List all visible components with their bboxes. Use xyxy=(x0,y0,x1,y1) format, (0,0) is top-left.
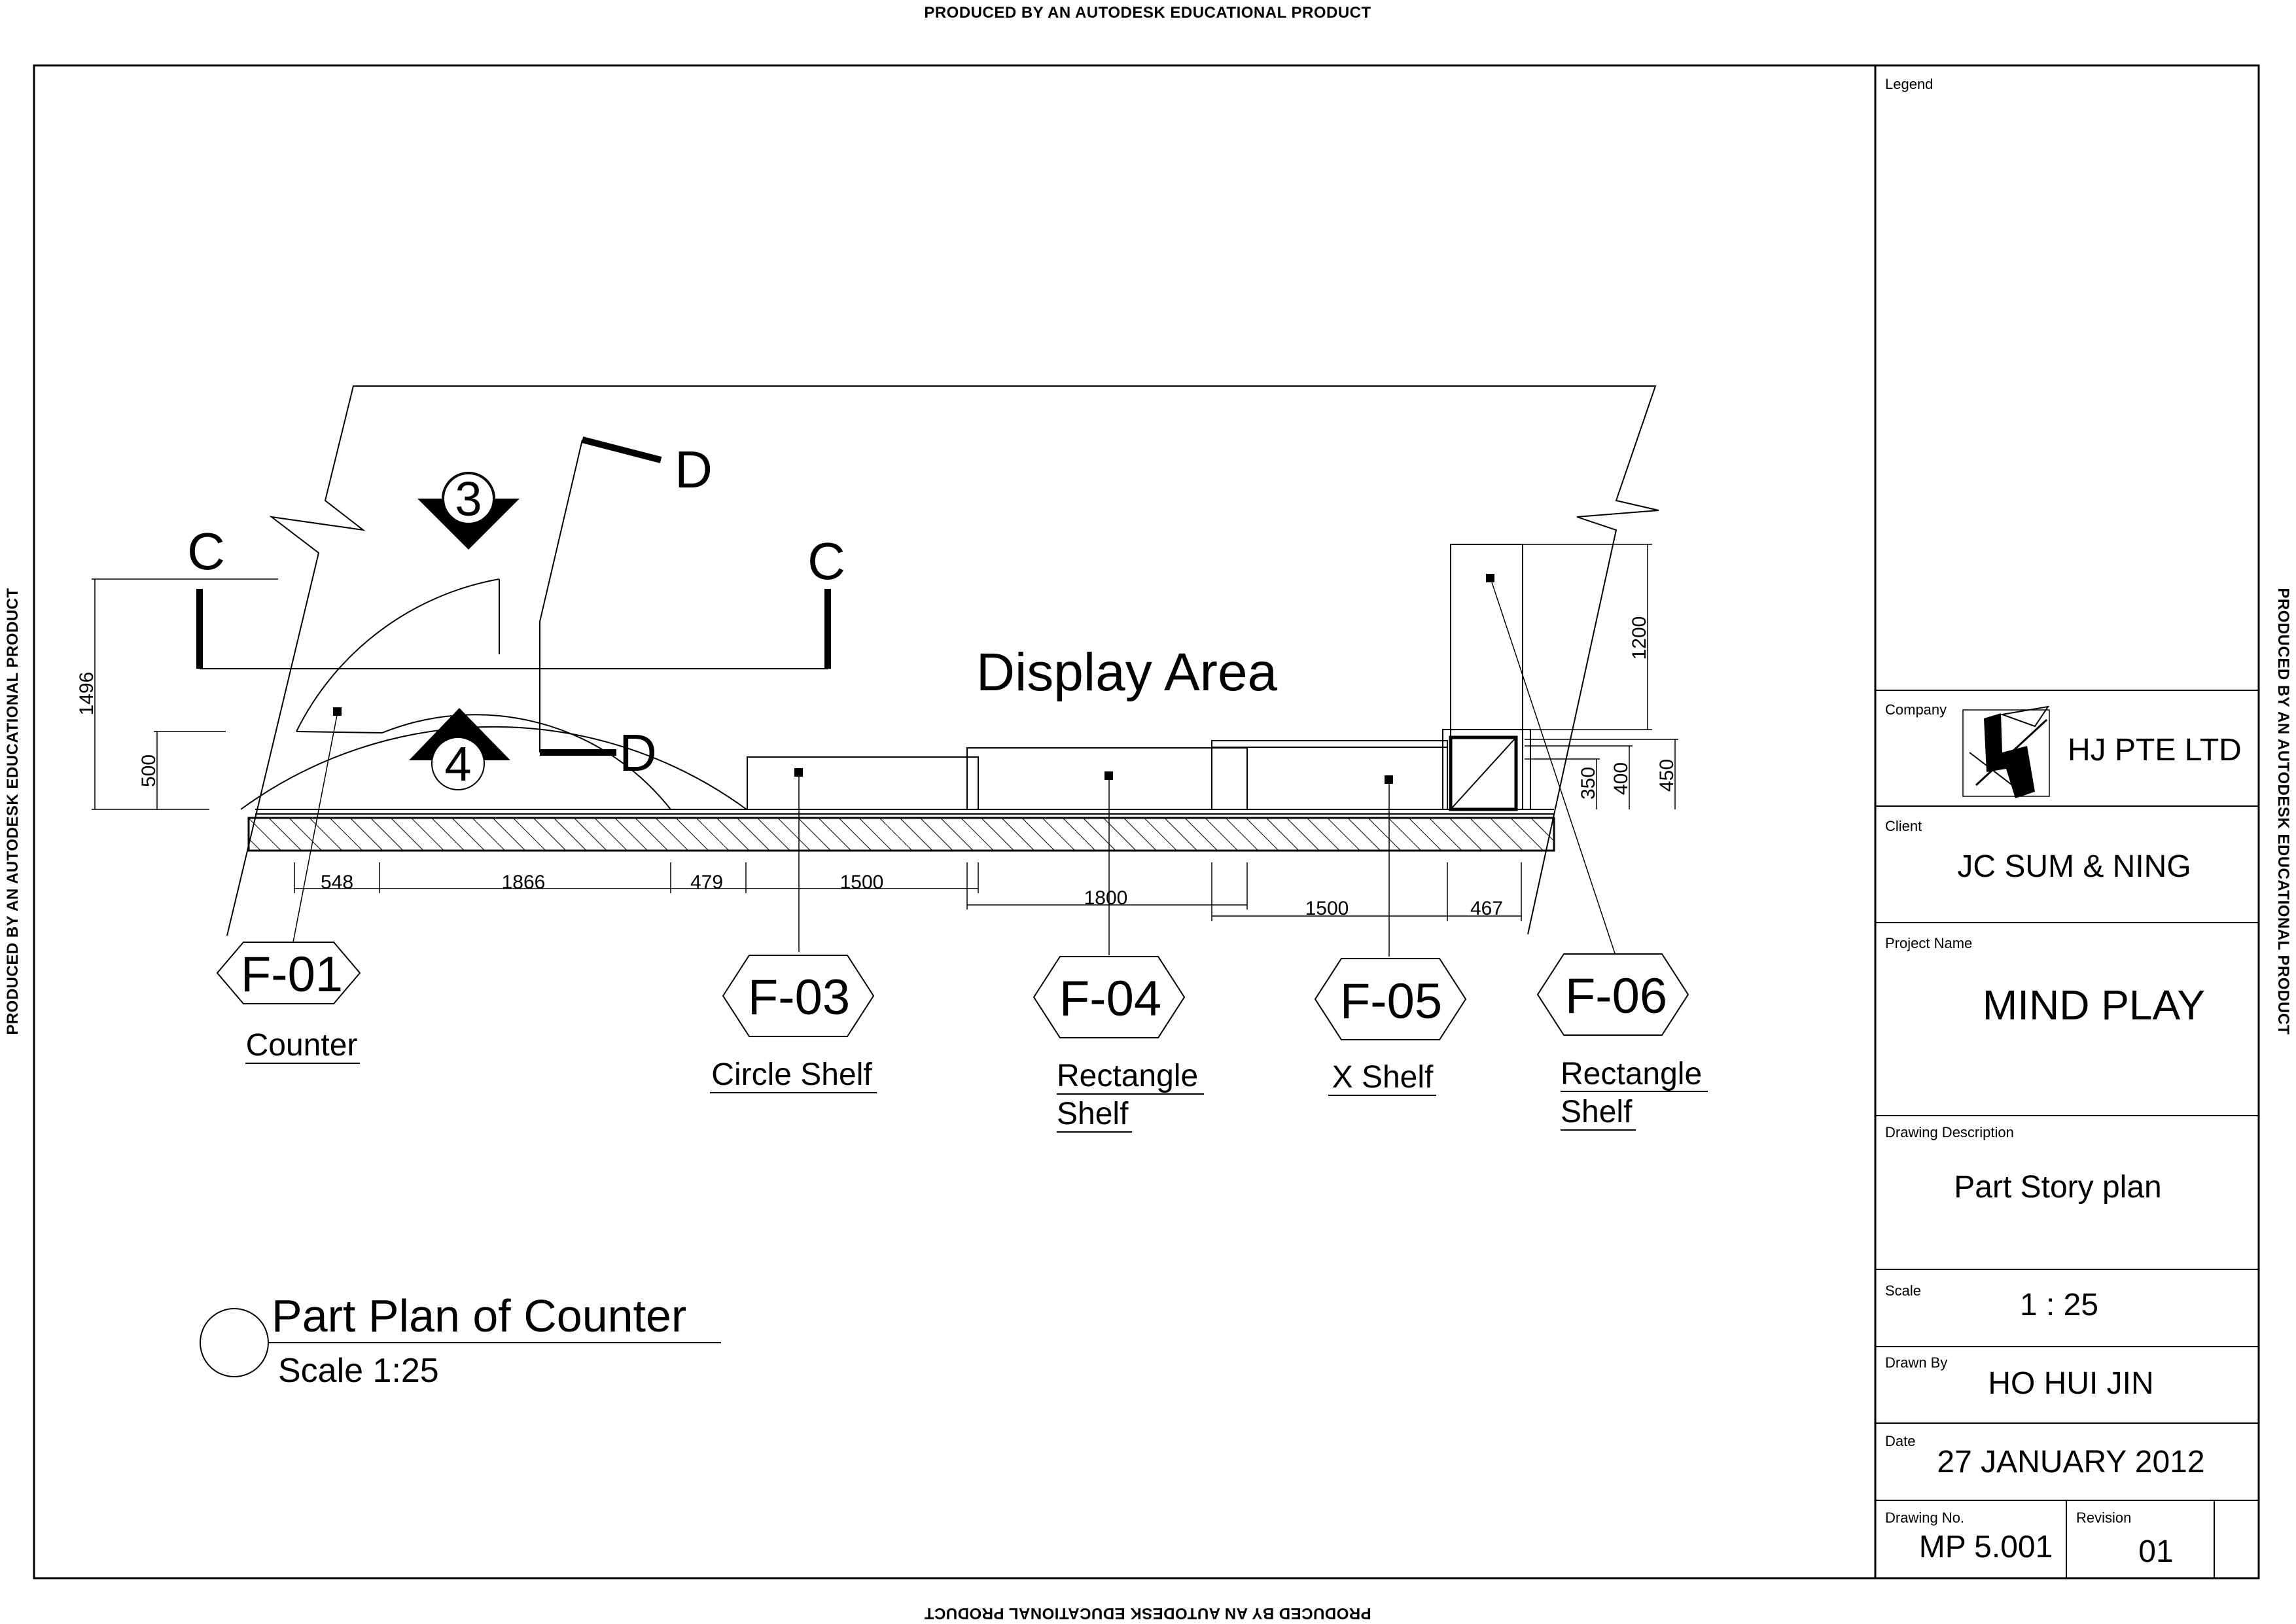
scale-value: 1 : 25 xyxy=(2019,1288,2099,1322)
section-c-left-label: C xyxy=(187,522,225,580)
svg-text:X Shelf: X Shelf xyxy=(1332,1060,1434,1095)
dim-467: 467 xyxy=(1470,898,1504,919)
section-line-d xyxy=(540,440,582,752)
svg-text:F-04: F-04 xyxy=(1059,971,1162,1027)
plan-title-block xyxy=(200,1290,721,1390)
wall-hatch xyxy=(249,818,1554,851)
hj-logo-icon xyxy=(1963,707,2049,798)
date-label: Date xyxy=(1885,1433,1916,1449)
circle-shelf-outline xyxy=(747,757,978,809)
section-d-top-label: D xyxy=(675,440,713,499)
svg-text:4: 4 xyxy=(444,737,472,791)
dim-548: 548 xyxy=(320,872,354,893)
break-line-boundary xyxy=(227,386,1659,936)
client-label: Client xyxy=(1885,818,1922,834)
revision-value: 01 xyxy=(2138,1534,2174,1569)
dim-1500-b: 1500 xyxy=(1305,898,1349,919)
display-area-label: Display Area xyxy=(976,643,1278,702)
svg-text:Shelf: Shelf xyxy=(1057,1097,1129,1131)
counter-outer-arc xyxy=(241,727,747,809)
company-name: HJ PTE LTD xyxy=(2068,733,2242,768)
dim-1800: 1800 xyxy=(1084,887,1128,909)
company-label: Company xyxy=(1885,701,1947,718)
title-block xyxy=(1875,76,2259,1578)
drawn-by-label: Drawn By xyxy=(1885,1354,1948,1371)
svg-text:Rectangle: Rectangle xyxy=(1057,1059,1199,1093)
svg-text:Shelf: Shelf xyxy=(1561,1095,1633,1129)
watermark-top: PRODUCED BY AN AUTODESK EDUCATIONAL PRODUCT xyxy=(924,4,1371,22)
dim-1200: 1200 xyxy=(1629,616,1650,660)
plan-title: Part Plan of Counter xyxy=(272,1290,687,1341)
drawn-by-value: HO HUI JIN xyxy=(1988,1366,2154,1401)
tag-f04 xyxy=(1034,957,1204,1132)
dim-479: 479 xyxy=(690,872,724,893)
svg-text:F-06: F-06 xyxy=(1564,968,1668,1024)
tag-f05 xyxy=(1315,959,1466,1095)
svg-text:F-05: F-05 xyxy=(1339,974,1443,1029)
drawing-description: Part Story plan xyxy=(1954,1170,2162,1205)
legend-label: Legend xyxy=(1885,76,1934,92)
svg-text:3: 3 xyxy=(455,472,482,526)
section-c-right-label: C xyxy=(807,532,845,590)
circle-marker-icon xyxy=(200,1309,268,1377)
dim-1866: 1866 xyxy=(501,872,546,893)
project-name-label: Project Name xyxy=(1885,935,1973,951)
svg-text:Circle Shelf: Circle Shelf xyxy=(711,1057,872,1092)
dim-1496: 1496 xyxy=(76,671,97,716)
scale-label: Scale xyxy=(1885,1282,1922,1299)
dimension-lines xyxy=(76,544,1678,921)
watermark-bottom: PRODUCED BY AN AUTODESK EDUCATIONAL PRODUCT xyxy=(924,1604,1371,1622)
watermark-right: PRODUCED BY AN AUTODESK EDUCATIONAL PRODUCT xyxy=(2274,588,2292,1035)
section-d-bottom-label: D xyxy=(619,724,657,782)
project-name: MIND PLAY xyxy=(1982,981,2206,1029)
view-marker-3 xyxy=(417,472,520,550)
date-value: 27 JANUARY 2012 xyxy=(1937,1445,2205,1479)
dim-1500-a: 1500 xyxy=(839,872,884,893)
watermark-left: PRODUCED BY AN AUTODESK EDUCATIONAL PRODUCT xyxy=(4,588,22,1035)
drawing-no-label: Drawing No. xyxy=(1885,1509,1965,1526)
plan-scale: Scale 1:25 xyxy=(278,1352,439,1390)
svg-text:F-03: F-03 xyxy=(747,970,851,1025)
svg-text:F-01: F-01 xyxy=(240,947,344,1002)
svg-text:Counter: Counter xyxy=(245,1028,358,1063)
revision-label: Revision xyxy=(2076,1509,2132,1526)
dim-350: 350 xyxy=(1578,766,1599,800)
description-label: Drawing Description xyxy=(1885,1124,2014,1140)
svg-text:Rectangle: Rectangle xyxy=(1561,1057,1703,1091)
dim-500: 500 xyxy=(138,754,160,788)
dim-450: 450 xyxy=(1656,758,1678,792)
tag-f03 xyxy=(710,955,877,1093)
tag-f01 xyxy=(217,942,360,1063)
dim-400: 400 xyxy=(1610,762,1632,796)
tag-f06 xyxy=(1538,954,1708,1130)
drawing-no-value: MP 5.001 xyxy=(1918,1530,2053,1564)
counter-left-arc xyxy=(296,579,499,732)
client-name: JC SUM & NING xyxy=(1957,849,2191,884)
plan-drawing xyxy=(187,386,1659,936)
tag-leaders xyxy=(293,578,1615,957)
